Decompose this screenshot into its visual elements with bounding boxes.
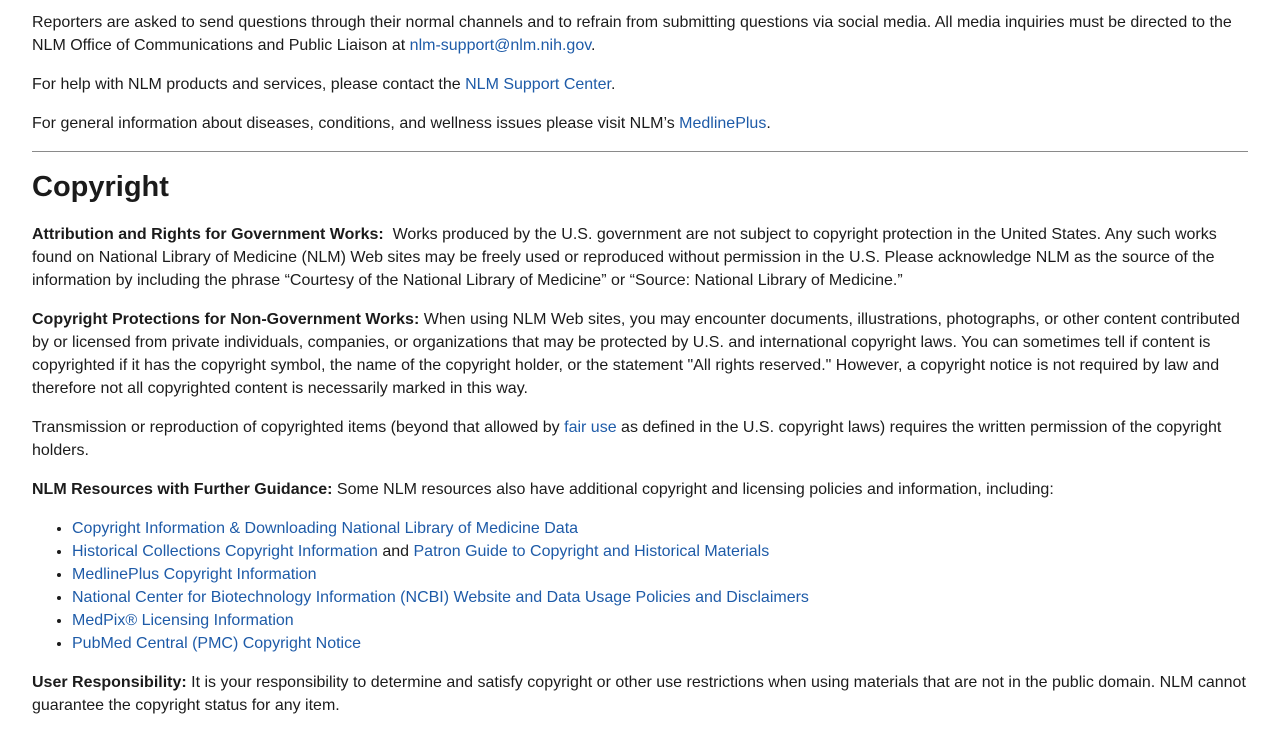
resources-label: NLM Resources with Further Guidance:	[32, 481, 333, 498]
medlineplus-text: For general information about diseases, conditions, and wellness issues please visit NLM’s	[32, 115, 680, 132]
attribution-text: Works produced by the U.S. government are not subject to copyright protection in the United States. Any such works found on National Library of Medicine (NLM) Web sites may be freely used or reproduced without permission in the U.S. Please acknowledge NLM as the source of the information by including the phrase “Courtesy of the National Library of Medicine” or “Source: National Library of Medicine.”	[32, 226, 1222, 289]
support-center-link[interactable]: NLM Support Center	[465, 76, 611, 93]
section-divider	[32, 151, 1248, 152]
medpix-licensing-link[interactable]: MedPix® Licensing Information	[72, 612, 294, 629]
medlineplus-link[interactable]: MedlinePlus	[679, 115, 767, 132]
transmission-paragraph	[32, 416, 1248, 462]
attribution-paragraph	[32, 223, 1248, 292]
support-paragraph	[32, 73, 1248, 96]
resources-text: Some NLM resources also have additional copyright and licensing policies and information, including:	[332, 481, 1054, 498]
nlm-data-copyright-link[interactable]: Copyright Information & Downloading National Library of Medicine Data	[72, 520, 579, 537]
and-text: and	[377, 543, 414, 560]
transmission-text: Transmission or reproduction of copyrighted items (beyond that allowed by	[32, 419, 565, 436]
patron-guide-link[interactable]: Patron Guide to Copyright and Historical Materials	[413, 543, 770, 560]
period: .	[591, 37, 596, 54]
support-text: For help with NLM products and services, please contact the	[32, 76, 466, 93]
protections-paragraph	[32, 308, 1248, 400]
user-responsibility-paragraph	[32, 671, 1248, 717]
medlineplus-copyright-link[interactable]: MedlinePlus Copyright Information	[72, 566, 317, 583]
support-email-link[interactable]: nlm-support@nlm.nih.gov	[409, 37, 592, 54]
historical-collections-link[interactable]: Historical Collections Copyright Information	[72, 543, 378, 560]
media-inquiries-paragraph	[32, 11, 1248, 57]
user-responsibility-label: User Responsibility:	[32, 674, 187, 691]
list-item	[72, 609, 1248, 632]
ncbi-policies-link[interactable]: National Center for Biotechnology Information (NCBI) Website and Data Usage Policies and Disclaimers	[72, 589, 809, 606]
list-item	[72, 632, 1248, 655]
list-item	[72, 540, 1248, 563]
pmc-copyright-link[interactable]: PubMed Central (PMC) Copyright Notice	[72, 635, 361, 652]
medlineplus-paragraph	[32, 112, 1248, 135]
copyright-heading: Copyright	[32, 171, 169, 203]
list-item	[72, 517, 1248, 540]
resources-list	[32, 517, 1248, 655]
user-responsibility-text: It is your responsibility to determine and satisfy copyright or other use restrictions when using materials that are not in the public domain. NLM cannot guarantee the copyright status for any item.	[32, 674, 1246, 714]
period: .	[766, 115, 771, 132]
list-item	[72, 586, 1248, 609]
period: .	[610, 76, 616, 93]
content-area	[32, 11, 1248, 733]
media-text: Reporters are asked to send questions through their normal channels and to refrain from submitting questions via social media. All media inquiries must be directed to the NLM Office of Communications and Public Liaison at	[32, 14, 1232, 54]
protections-text: When using NLM Web sites, you may encounter documents, illustrations, photographs, or other content contributed by or licensed from private individuals, companies, or organizations that may be protected by U.S. and international copyright laws. You can sometimes tell if content is copyrighted if it has the copyright symbol, the name of the copyright holder, or the statement "All rights reserved." However, a copyright notice is not required by law and therefore not all copyrighted content is necessarily marked in this way.	[32, 311, 1240, 397]
list-item	[72, 563, 1248, 586]
attribution-label: Attribution and Rights for Government Works:	[32, 226, 384, 243]
protections-label: Copyright Protections for Non-Government Works:	[32, 311, 420, 328]
fair-use-link[interactable]: fair use	[564, 419, 617, 436]
resources-paragraph	[32, 478, 1248, 501]
transmission-end: as defined in the U.S. copyright laws) requires the written permission of the copyright holders.	[32, 419, 1222, 459]
